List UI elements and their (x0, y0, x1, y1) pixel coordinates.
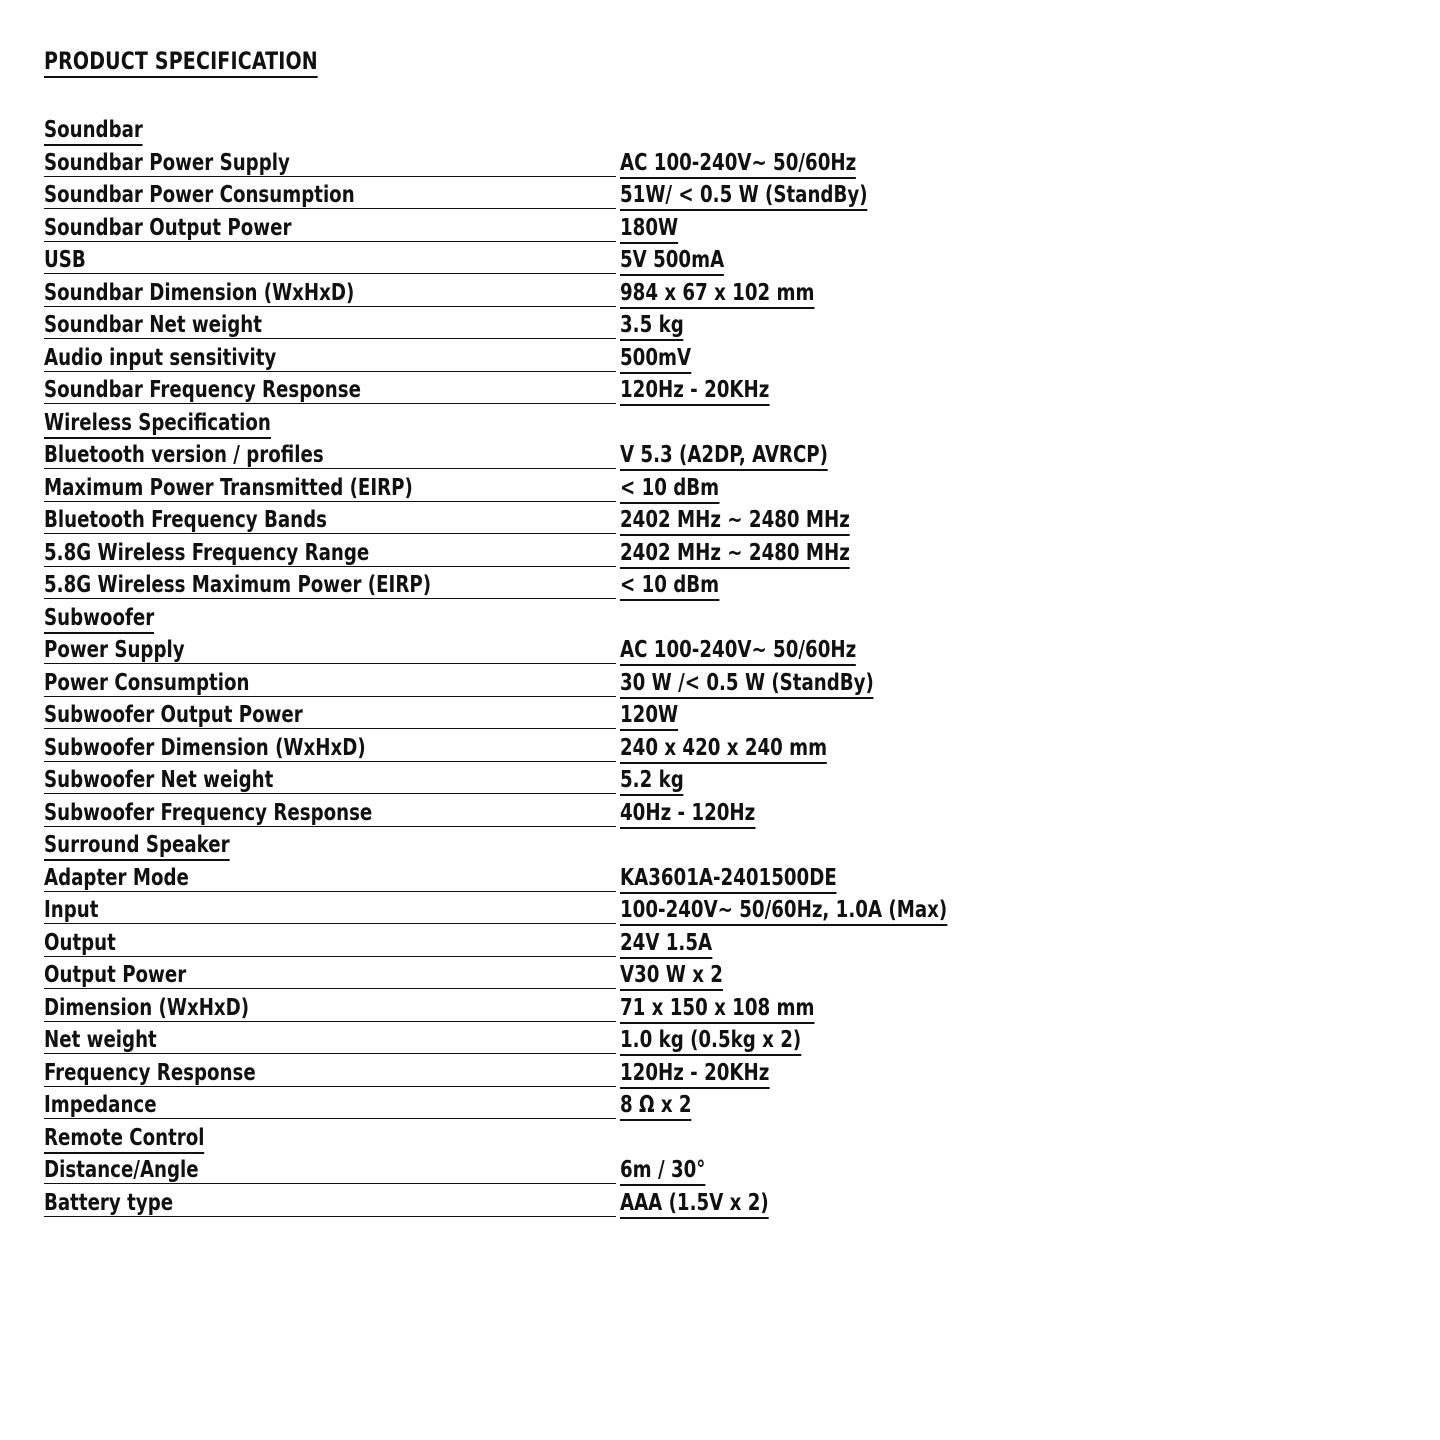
label-underline (44, 1053, 616, 1054)
spec-value: 40Hz - 120Hz (620, 797, 755, 829)
label-underline (44, 826, 616, 827)
label-underline (44, 1118, 616, 1119)
spec-row (44, 569, 1044, 602)
spec-value: AC 100-240V~ 50/60Hz (620, 634, 856, 666)
spec-row (44, 732, 1044, 765)
spec-row (44, 1057, 1044, 1090)
spec-row (44, 244, 1044, 277)
spec-label: Soundbar Output Power (44, 214, 292, 241)
spec-row (44, 309, 1044, 342)
spec-value: 2402 MHz ~ 2480 MHz (620, 504, 850, 536)
label-underline (44, 728, 616, 729)
spec-value: 2402 MHz ~ 2480 MHz (620, 537, 850, 569)
label-underline (44, 403, 616, 404)
spec-value: 71 x 150 x 108 mm (620, 992, 814, 1024)
spec-value: 6m / 30° (620, 1154, 705, 1186)
spec-label: Output (44, 929, 116, 956)
spec-value: 500mV (620, 342, 691, 374)
label-underline (44, 468, 616, 469)
spec-value: AAA (1.5V x 2) (620, 1187, 769, 1219)
spec-value: 3.5 kg (620, 309, 684, 341)
spec-row (44, 504, 1044, 537)
spec-label: Battery type (44, 1189, 174, 1216)
spec-value: 180W (620, 212, 678, 244)
label-underline (44, 923, 616, 924)
spec-value: 120Hz - 20KHz (620, 374, 769, 406)
spec-value: 1.0 kg (0.5kg x 2) (620, 1024, 801, 1056)
spec-row (44, 862, 1044, 895)
label-underline (44, 891, 616, 892)
label-underline (44, 988, 616, 989)
spec-label: 5.8G Wireless Frequency Range (44, 539, 370, 566)
spec-label: USB (44, 247, 86, 273)
spec-value: 120Hz - 20KHz (620, 1057, 769, 1089)
label-underline (44, 1216, 616, 1217)
spec-row (44, 1089, 1044, 1122)
spec-row (44, 927, 1044, 960)
spec-row (44, 472, 1044, 505)
label-underline (44, 956, 616, 957)
section-heading: Soundbar (44, 114, 143, 146)
spec-label: Bluetooth Frequency Bands (44, 507, 327, 533)
spec-row (44, 537, 1044, 570)
spec-label: Net weight (44, 1027, 157, 1053)
spec-row (44, 959, 1044, 992)
spec-value: < 10 dBm (620, 472, 719, 504)
label-underline (44, 566, 616, 567)
spec-label: Distance/Angle (44, 1157, 199, 1183)
spec-value: KA3601A-2401500DE (620, 862, 837, 894)
section-heading: Surround Speaker (44, 829, 230, 861)
spec-label: Power Consumption (44, 669, 250, 696)
spec-row (44, 439, 1044, 472)
label-underline (44, 793, 616, 794)
label-underline (44, 598, 616, 599)
label-underline (44, 1183, 616, 1184)
label-underline (44, 1086, 616, 1087)
label-underline (44, 338, 616, 339)
spec-value: 51W/ < 0.5 W (StandBy) (620, 179, 868, 211)
section-heading-row (44, 829, 1044, 862)
spec-value: 30 W /< 0.5 W (StandBy) (620, 667, 874, 699)
spec-value: 24V 1.5A (620, 927, 712, 959)
spec-list (44, 114, 1044, 1219)
spec-label: Soundbar Net weight (44, 312, 262, 338)
page-title: PRODUCT SPECIFICATION (44, 44, 318, 78)
spec-row (44, 894, 1044, 927)
spec-row (44, 797, 1044, 830)
label-underline (44, 306, 616, 307)
spec-value: AC 100-240V~ 50/60Hz (620, 147, 856, 179)
spec-label: Adapter Mode (44, 864, 189, 891)
spec-label: Impedance (44, 1092, 157, 1118)
label-underline (44, 1021, 616, 1022)
spec-label: Frequency Response (44, 1059, 256, 1086)
spec-row (44, 699, 1044, 732)
label-underline (44, 273, 616, 274)
spec-row (44, 764, 1044, 797)
label-underline (44, 371, 616, 372)
label-underline (44, 501, 616, 502)
spec-value: 5.2 kg (620, 764, 684, 796)
section-heading: Wireless Specification (44, 407, 271, 439)
section-heading-row (44, 114, 1044, 147)
spec-label: Subwoofer Output Power (44, 702, 303, 728)
spec-label: Soundbar Power Supply (44, 149, 290, 176)
spec-row (44, 1187, 1044, 1220)
spec-row (44, 1154, 1044, 1187)
spec-document (44, 44, 1044, 1216)
spec-value: 984 x 67 x 102 mm (620, 277, 814, 309)
spec-label: Maximum Power Transmitted (EIRP) (44, 474, 413, 501)
spec-row (44, 179, 1044, 212)
spec-label: Audio input sensitivity (44, 344, 277, 371)
spec-row (44, 342, 1044, 375)
spec-row (44, 374, 1044, 407)
spec-label: Soundbar Frequency Response (44, 377, 361, 403)
label-underline (44, 533, 616, 534)
spec-label: Output Power (44, 962, 187, 988)
spec-label: Subwoofer Dimension (WxHxD) (44, 734, 366, 761)
spec-row (44, 277, 1044, 310)
label-underline (44, 696, 616, 697)
section-heading: Subwoofer (44, 602, 154, 634)
spec-label: Subwoofer Net weight (44, 767, 274, 793)
spec-value: 240 x 420 x 240 mm (620, 732, 827, 764)
spec-value: V30 W x 2 (620, 959, 723, 991)
section-heading: Remote Control (44, 1122, 205, 1154)
spec-row (44, 212, 1044, 245)
spec-row (44, 634, 1044, 667)
section-heading-row (44, 407, 1044, 440)
spec-row (44, 667, 1044, 700)
label-underline (44, 761, 616, 762)
spec-label: Bluetooth version / profiles (44, 442, 324, 468)
label-underline (44, 241, 616, 242)
section-heading-row (44, 1122, 1044, 1155)
spec-label: Soundbar Power Consumption (44, 182, 355, 208)
section-heading-row (44, 602, 1044, 635)
spec-label: Soundbar Dimension (WxHxD) (44, 279, 355, 306)
spec-value: 8 Ω x 2 (620, 1089, 692, 1121)
spec-label: Power Supply (44, 637, 185, 663)
spec-value: V 5.3 (A2DP, AVRCP) (620, 439, 828, 471)
label-underline (44, 208, 616, 209)
label-underline (44, 176, 616, 177)
spec-value: 5V 500mA (620, 244, 724, 276)
spec-row (44, 1024, 1044, 1057)
spec-label: Dimension (WxHxD) (44, 994, 250, 1021)
spec-label: Input (44, 897, 99, 923)
spec-row (44, 147, 1044, 180)
spec-label: Subwoofer Frequency Response (44, 799, 373, 826)
spec-value: 120W (620, 699, 678, 731)
spec-value: < 10 dBm (620, 569, 719, 601)
spec-label: 5.8G Wireless Maximum Power (EIRP) (44, 572, 432, 598)
spec-value: 100-240V~ 50/60Hz, 1.0A (Max) (620, 894, 947, 926)
label-underline (44, 663, 616, 664)
spec-row (44, 992, 1044, 1025)
